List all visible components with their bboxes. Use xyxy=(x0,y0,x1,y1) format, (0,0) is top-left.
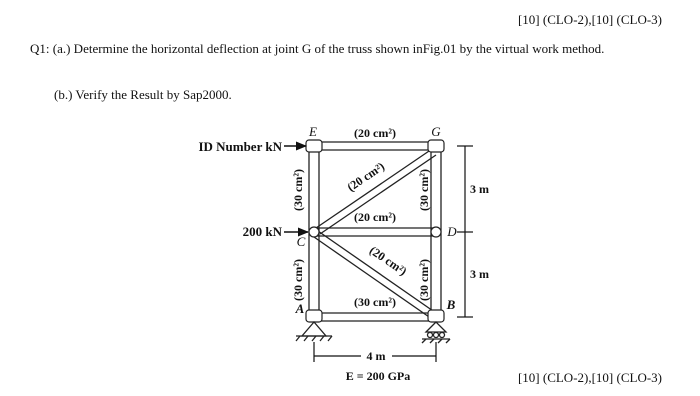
joint-label-E: E xyxy=(309,124,317,139)
marks-footer: [10] (CLO-2),[10] (CLO-3) xyxy=(517,370,662,385)
area-label-right-lower: (30 cm²) xyxy=(417,259,431,301)
area-label-AB: (30 cm²) xyxy=(354,295,396,309)
top-load-label: ID Number kN xyxy=(198,139,282,154)
dimension-lower-height: 3 m xyxy=(470,267,489,281)
joint-label-B: B xyxy=(446,297,456,312)
area-label-left-lower: (30 cm²) xyxy=(291,259,305,301)
question-part-b: (b.) Verify the Result by Sap2000. xyxy=(54,87,232,102)
joint-label-G: G xyxy=(431,124,441,139)
question-1-text: Q1: (a.) Determine the horizontal deflection at joint G of the truss shown inFig.01 by the virtual work method. xyxy=(30,41,605,56)
vertical-dimension xyxy=(457,146,473,317)
marks-header: [10] (CLO-2),[10] (CLO-3) xyxy=(517,12,662,27)
roller-support-B xyxy=(422,322,450,343)
joint-label-A: A xyxy=(295,301,305,316)
area-label-right-upper: (30 cm²) xyxy=(417,169,431,211)
dimension-upper-height: 3 m xyxy=(470,182,489,196)
area-label-CB-diag: (20 cm²) xyxy=(366,243,410,279)
area-label-EC-diag: (20 cm²) xyxy=(344,159,388,195)
dimension-width: 4 m xyxy=(366,349,386,363)
area-label-left-upper: (30 cm²) xyxy=(291,169,305,211)
joint-label-D: D xyxy=(447,224,457,239)
area-label-EG: (20 cm²) xyxy=(354,126,396,140)
mid-load-label: 200 kN xyxy=(242,224,282,239)
area-label-CD: (20 cm²) xyxy=(354,210,396,224)
joint-label-C: C xyxy=(296,234,306,249)
pin-support-A xyxy=(296,322,332,341)
elastic-modulus: E = 200 GPa xyxy=(345,369,411,383)
